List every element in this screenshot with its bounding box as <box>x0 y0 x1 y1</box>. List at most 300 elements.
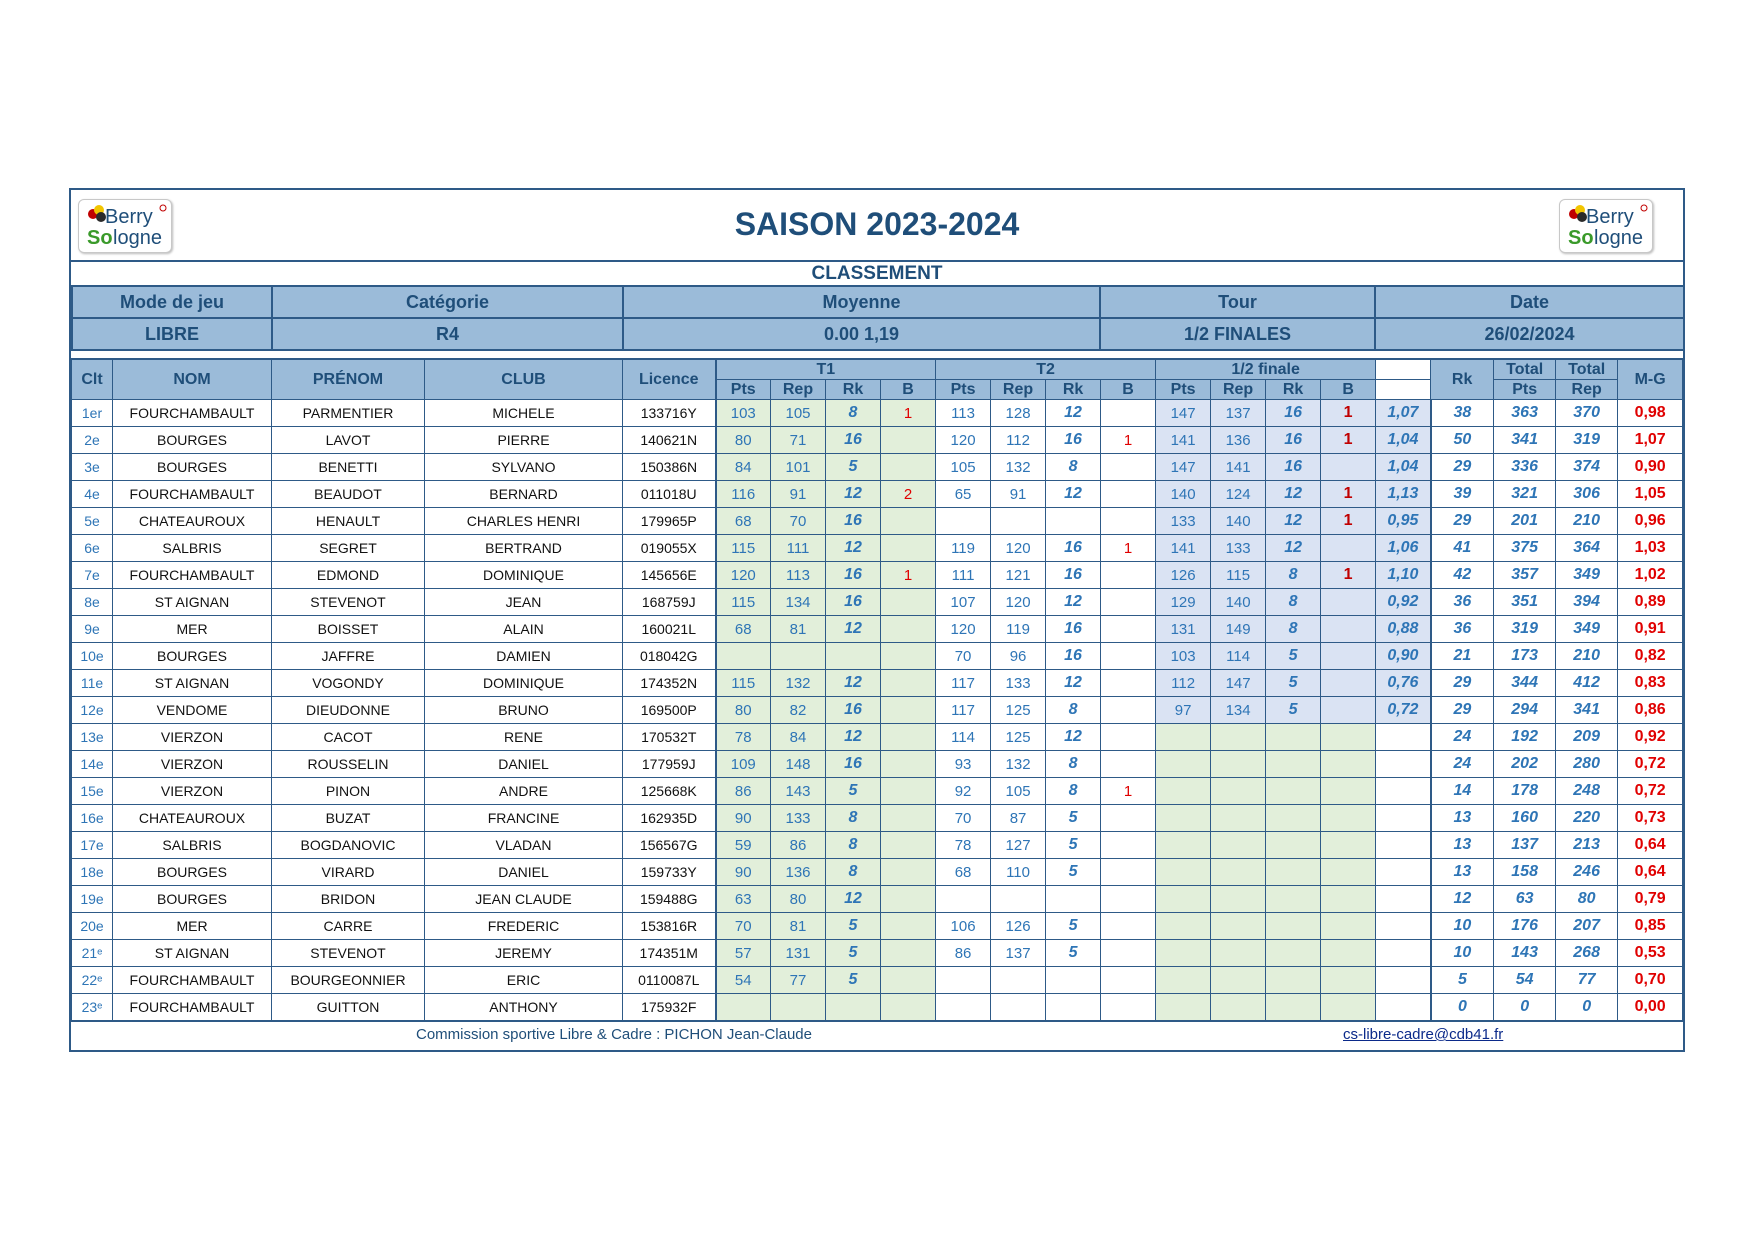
t2-pts-cell: 117 <box>936 697 991 724</box>
t3-pts-cell <box>1156 940 1211 967</box>
col-t1-b: B <box>881 380 936 400</box>
t3-pts-cell: 140 <box>1156 481 1211 508</box>
t2-pts-cell: 113 <box>936 400 991 427</box>
t1-b-cell <box>881 913 936 940</box>
prenom-cell: BRIDON <box>272 886 425 913</box>
t3-rk-cell <box>1266 967 1321 994</box>
t1-pts-cell: 70 <box>716 913 771 940</box>
t1-pts-cell: 109 <box>716 751 771 778</box>
total-pts-cell: 202 <box>1494 751 1556 778</box>
mg-cell: 0,72 <box>1618 751 1683 778</box>
t3-rep-cell <box>1211 832 1266 859</box>
t3-rk-cell <box>1266 859 1321 886</box>
t3-rep-cell: 147 <box>1211 670 1266 697</box>
licence-cell: 175932F <box>623 994 716 1021</box>
licence-cell: 159733Y <box>623 859 716 886</box>
total-pts-cell: 178 <box>1494 778 1556 805</box>
t2-b-cell <box>1101 886 1156 913</box>
moyenne-cell: 0,72 <box>1376 697 1431 724</box>
rank-cell: 4e <box>72 481 113 508</box>
t1-pts-cell <box>716 643 771 670</box>
t1-b-cell <box>881 508 936 535</box>
t2-rk-cell: 12 <box>1046 400 1101 427</box>
t2-rk-cell: 12 <box>1046 724 1101 751</box>
prenom-cell: CARRE <box>272 913 425 940</box>
col-total-pts: Pts <box>1494 380 1556 400</box>
page-title: SAISON 2023-2024 <box>734 206 1020 242</box>
t3-pts-cell <box>1156 886 1211 913</box>
t3-rep-cell: 133 <box>1211 535 1266 562</box>
rank-cell: 16e <box>72 805 113 832</box>
t2-pts-cell: 92 <box>936 778 991 805</box>
mg-cell: 0,79 <box>1618 886 1683 913</box>
nom-cell: SALBRIS <box>113 832 272 859</box>
prenom-cell: STEVENOT <box>272 940 425 967</box>
total-rep-cell: 80 <box>1556 886 1618 913</box>
t2-rep-cell <box>991 994 1046 1021</box>
t1-pts-cell: 57 <box>716 940 771 967</box>
t3-rep-cell: 149 <box>1211 616 1266 643</box>
rk-total-cell: 50 <box>1431 427 1494 454</box>
total-pts-cell: 0 <box>1494 994 1556 1021</box>
col-t3: 1/2 finale <box>1156 359 1376 380</box>
t1-pts-cell: 86 <box>716 778 771 805</box>
rank-cell: 15e <box>72 778 113 805</box>
t2-rk-cell: 8 <box>1046 751 1101 778</box>
total-rep-cell: 349 <box>1556 562 1618 589</box>
t2-pts-cell: 117 <box>936 670 991 697</box>
t2-rk-cell: 16 <box>1046 427 1101 454</box>
club-cell: BERTRAND <box>425 535 623 562</box>
total-rep-cell: 0 <box>1556 994 1618 1021</box>
t3-pts-cell: 141 <box>1156 535 1211 562</box>
t3-rk-cell: 5 <box>1266 643 1321 670</box>
licence-cell: 177959J <box>623 751 716 778</box>
table-row <box>72 616 1683 643</box>
t1-b-cell: 1 <box>881 562 936 589</box>
t1-rep-cell: 84 <box>771 724 826 751</box>
total-pts-cell: 192 <box>1494 724 1556 751</box>
t2-b-cell <box>1101 967 1156 994</box>
t1-pts-cell: 80 <box>716 697 771 724</box>
t3-rk-cell <box>1266 751 1321 778</box>
t2-rk-cell: 5 <box>1046 913 1101 940</box>
t1-b-cell <box>881 535 936 562</box>
total-rep-cell: 374 <box>1556 454 1618 481</box>
table-row <box>72 643 1683 670</box>
t2-pts-cell: 111 <box>936 562 991 589</box>
t3-rep-cell <box>1211 778 1266 805</box>
rk-total-cell: 13 <box>1431 859 1494 886</box>
nom-cell: FOURCHAMBAULT <box>113 967 272 994</box>
t1-rk-cell: 5 <box>826 940 881 967</box>
ranking-table <box>71 358 1683 1021</box>
prenom-cell: CACOT <box>272 724 425 751</box>
t2-pts-cell: 120 <box>936 616 991 643</box>
ranking-rows <box>72 400 1683 1021</box>
t1-rk-cell: 12 <box>826 886 881 913</box>
t1-pts-cell: 103 <box>716 400 771 427</box>
table-row <box>72 454 1683 481</box>
t1-rep-cell: 148 <box>771 751 826 778</box>
date-value: 26/02/2024 <box>1375 318 1684 350</box>
col-t2-b: B <box>1101 380 1156 400</box>
t2-rk-cell: 5 <box>1046 940 1101 967</box>
t2-rep-cell: 105 <box>991 778 1046 805</box>
t3-rep-cell: 141 <box>1211 454 1266 481</box>
total-rep-cell: 209 <box>1556 724 1618 751</box>
rank-cell: 11e <box>72 670 113 697</box>
t2-pts-cell: 78 <box>936 832 991 859</box>
total-rep-cell: 319 <box>1556 427 1618 454</box>
t1-rep-cell: 105 <box>771 400 826 427</box>
t1-b-cell <box>881 940 936 967</box>
t3-b-cell <box>1321 967 1376 994</box>
t3-rk-cell: 16 <box>1266 427 1321 454</box>
club-cell: BERNARD <box>425 481 623 508</box>
moyenne-cell <box>1376 751 1431 778</box>
t3-rk-cell <box>1266 805 1321 832</box>
t2-rep-cell: 110 <box>991 859 1046 886</box>
club-cell: BRUNO <box>425 697 623 724</box>
t1-rk-cell: 16 <box>826 562 881 589</box>
total-rep-cell: 220 <box>1556 805 1618 832</box>
total-rep-cell: 280 <box>1556 751 1618 778</box>
col-moy-blank <box>1376 359 1431 380</box>
total-rep-cell: 349 <box>1556 616 1618 643</box>
table-row <box>72 589 1683 616</box>
col-rk-total: Rk <box>1431 359 1494 400</box>
t3-pts-cell: 103 <box>1156 643 1211 670</box>
t1-pts-cell: 68 <box>716 616 771 643</box>
t1-rk-cell: 8 <box>826 400 881 427</box>
nom-cell: CHATEAUROUX <box>113 805 272 832</box>
licence-cell: 133716Y <box>623 400 716 427</box>
rank-cell: 20e <box>72 913 113 940</box>
t3-rep-cell <box>1211 940 1266 967</box>
t3-rep-cell <box>1211 724 1266 751</box>
total-pts-cell: 344 <box>1494 670 1556 697</box>
t3-pts-cell: 147 <box>1156 454 1211 481</box>
t3-b-cell: 1 <box>1321 427 1376 454</box>
t1-rk-cell: 5 <box>826 913 881 940</box>
table-row <box>72 778 1683 805</box>
footer-email-link[interactable]: cs-libre-cadre@cdb41.fr <box>1343 1026 1504 1043</box>
licence-cell: 169500P <box>623 697 716 724</box>
mg-cell: 0,00 <box>1618 994 1683 1021</box>
rk-total-cell: 12 <box>1431 886 1494 913</box>
t1-rk-cell: 5 <box>826 454 881 481</box>
col-t3-rep: Rep <box>1211 380 1266 400</box>
moyenne-label: Moyenne <box>623 286 1100 318</box>
rank-cell: 12e <box>72 697 113 724</box>
rk-total-cell: 29 <box>1431 670 1494 697</box>
t3-pts-cell: 126 <box>1156 562 1211 589</box>
t1-pts-cell: 116 <box>716 481 771 508</box>
t3-b-cell <box>1321 670 1376 697</box>
licence-cell: 174352N <box>623 670 716 697</box>
t1-b-cell <box>881 454 936 481</box>
t1-pts-cell: 115 <box>716 535 771 562</box>
moyenne-cell: 0,92 <box>1376 589 1431 616</box>
t1-rep-cell: 111 <box>771 535 826 562</box>
t3-rk-cell: 16 <box>1266 400 1321 427</box>
t3-pts-cell <box>1156 805 1211 832</box>
total-rep-cell: 77 <box>1556 967 1618 994</box>
total-rep-cell: 394 <box>1556 589 1618 616</box>
rank-cell: 13e <box>72 724 113 751</box>
licence-cell: 168759J <box>623 589 716 616</box>
total-rep-cell: 210 <box>1556 508 1618 535</box>
col-club: CLUB <box>425 359 623 400</box>
t1-b-cell <box>881 805 936 832</box>
t2-pts-cell <box>936 508 991 535</box>
moyenne-cell <box>1376 832 1431 859</box>
t2-rep-cell <box>991 508 1046 535</box>
t2-pts-cell: 70 <box>936 805 991 832</box>
col-t2-pts: Pts <box>936 380 991 400</box>
t2-b-cell: 1 <box>1101 535 1156 562</box>
club-cell: DANIEL <box>425 751 623 778</box>
total-pts-cell: 160 <box>1494 805 1556 832</box>
t2-pts-cell: 70 <box>936 643 991 670</box>
t3-b-cell <box>1321 859 1376 886</box>
t2-pts-cell: 68 <box>936 859 991 886</box>
total-pts-cell: 341 <box>1494 427 1556 454</box>
t2-rk-cell: 8 <box>1046 778 1101 805</box>
t2-b-cell <box>1101 400 1156 427</box>
t3-b-cell <box>1321 454 1376 481</box>
t1-rep-cell: 133 <box>771 805 826 832</box>
t3-rep-cell: 115 <box>1211 562 1266 589</box>
t3-b-cell <box>1321 616 1376 643</box>
t3-b-cell <box>1321 643 1376 670</box>
rk-total-cell: 10 <box>1431 913 1494 940</box>
rank-cell: 14e <box>72 751 113 778</box>
table-row <box>72 481 1683 508</box>
t3-b-cell <box>1321 589 1376 616</box>
moyenne-cell <box>1376 724 1431 751</box>
t3-pts-cell <box>1156 913 1211 940</box>
rk-total-cell: 24 <box>1431 751 1494 778</box>
t3-rk-cell <box>1266 940 1321 967</box>
col-t2-rep: Rep <box>991 380 1046 400</box>
t1-b-cell <box>881 697 936 724</box>
col-mg: M-G <box>1618 359 1683 400</box>
total-pts-cell: 143 <box>1494 940 1556 967</box>
rank-cell: 1er <box>72 400 113 427</box>
mg-cell: 0,64 <box>1618 859 1683 886</box>
moyenne-cell: 1,10 <box>1376 562 1431 589</box>
t1-rk-cell: 16 <box>826 508 881 535</box>
table-row <box>72 967 1683 994</box>
svg-text:So: So <box>1568 227 1594 249</box>
moyenne-cell: 1,07 <box>1376 400 1431 427</box>
total-pts-cell: 158 <box>1494 859 1556 886</box>
col-prenom: PRÉNOM <box>272 359 425 400</box>
t2-b-cell <box>1101 832 1156 859</box>
licence-cell: 150386N <box>623 454 716 481</box>
club-cell: FRANCINE <box>425 805 623 832</box>
t2-rk-cell: 16 <box>1046 616 1101 643</box>
t2-b-cell <box>1101 940 1156 967</box>
t1-b-cell: 2 <box>881 481 936 508</box>
t1-b-cell <box>881 967 936 994</box>
t2-rk-cell <box>1046 886 1101 913</box>
table-row <box>72 859 1683 886</box>
t2-b-cell <box>1101 616 1156 643</box>
t1-pts-cell: 115 <box>716 670 771 697</box>
t1-rep-cell <box>771 643 826 670</box>
t3-b-cell <box>1321 832 1376 859</box>
t1-pts-cell: 115 <box>716 589 771 616</box>
t3-rep-cell: 140 <box>1211 589 1266 616</box>
t1-b-cell <box>881 427 936 454</box>
t3-b-cell <box>1321 535 1376 562</box>
t1-b-cell <box>881 670 936 697</box>
rank-cell: 10e <box>72 643 113 670</box>
club-cell: JEAN <box>425 589 623 616</box>
t1-rk-cell: 16 <box>826 427 881 454</box>
t2-rep-cell: 133 <box>991 670 1046 697</box>
t2-b-cell <box>1101 724 1156 751</box>
col-t2: T2 <box>936 359 1156 380</box>
t1-rk-cell <box>826 643 881 670</box>
col-t1: T1 <box>716 359 936 380</box>
table-row <box>72 994 1683 1021</box>
t3-rk-cell: 16 <box>1266 454 1321 481</box>
t3-rep-cell: 114 <box>1211 643 1266 670</box>
t2-rep-cell: 127 <box>991 832 1046 859</box>
t2-pts-cell: 86 <box>936 940 991 967</box>
nom-cell: ST AIGNAN <box>113 940 272 967</box>
t1-b-cell <box>881 616 936 643</box>
t2-rep-cell: 119 <box>991 616 1046 643</box>
mg-cell: 0,82 <box>1618 643 1683 670</box>
prenom-cell: PINON <box>272 778 425 805</box>
t3-pts-cell <box>1156 751 1211 778</box>
total-rep-cell: 341 <box>1556 697 1618 724</box>
table-row <box>72 832 1683 859</box>
mg-cell: 0,85 <box>1618 913 1683 940</box>
rk-total-cell: 36 <box>1431 616 1494 643</box>
t2-rep-cell: 125 <box>991 697 1046 724</box>
rk-total-cell: 29 <box>1431 508 1494 535</box>
moyenne-cell <box>1376 886 1431 913</box>
t1-b-cell <box>881 886 936 913</box>
t1-pts-cell <box>716 994 771 1021</box>
rk-total-cell: 41 <box>1431 535 1494 562</box>
t1-rep-cell: 80 <box>771 886 826 913</box>
total-pts-cell: 176 <box>1494 913 1556 940</box>
t3-rk-cell: 8 <box>1266 589 1321 616</box>
t1-rk-cell: 16 <box>826 697 881 724</box>
prenom-cell: LAVOT <box>272 427 425 454</box>
t2-rk-cell: 5 <box>1046 805 1101 832</box>
total-pts-cell: 63 <box>1494 886 1556 913</box>
t1-rep-cell: 143 <box>771 778 826 805</box>
t3-pts-cell: 129 <box>1156 589 1211 616</box>
t3-b-cell <box>1321 724 1376 751</box>
t1-rk-cell: 8 <box>826 805 881 832</box>
t3-b-cell <box>1321 913 1376 940</box>
t2-pts-cell <box>936 886 991 913</box>
nom-cell: ST AIGNAN <box>113 589 272 616</box>
licence-cell: 019055X <box>623 535 716 562</box>
svg-text:Berry: Berry <box>1586 206 1634 228</box>
nom-cell: MER <box>113 616 272 643</box>
club-cell: SYLVANO <box>425 454 623 481</box>
t1-pts-cell: 90 <box>716 805 771 832</box>
t3-pts-cell: 112 <box>1156 670 1211 697</box>
nom-cell: VIERZON <box>113 778 272 805</box>
prenom-cell: SEGRET <box>272 535 425 562</box>
categorie-value: R4 <box>272 318 623 350</box>
t2-b-cell <box>1101 994 1156 1021</box>
t2-rep-cell <box>991 967 1046 994</box>
rk-total-cell: 38 <box>1431 400 1494 427</box>
nom-cell: FOURCHAMBAULT <box>113 562 272 589</box>
rank-cell: 9e <box>72 616 113 643</box>
club-cell: JEAN CLAUDE <box>425 886 623 913</box>
t3-rep-cell <box>1211 967 1266 994</box>
club-cell: MICHELE <box>425 400 623 427</box>
nom-cell: BOURGES <box>113 427 272 454</box>
t1-rep-cell: 81 <box>771 616 826 643</box>
rk-total-cell: 24 <box>1431 724 1494 751</box>
t2-b-cell <box>1101 805 1156 832</box>
prenom-cell: BENETTI <box>272 454 425 481</box>
licence-cell: 145656E <box>623 562 716 589</box>
moyenne-cell <box>1376 967 1431 994</box>
prenom-cell: BOISSET <box>272 616 425 643</box>
t2-rk-cell: 16 <box>1046 562 1101 589</box>
t2-b-cell <box>1101 859 1156 886</box>
t1-rk-cell: 12 <box>826 724 881 751</box>
t1-rep-cell: 91 <box>771 481 826 508</box>
t1-rk-cell: 12 <box>826 670 881 697</box>
t3-rk-cell: 5 <box>1266 697 1321 724</box>
rk-total-cell: 5 <box>1431 967 1494 994</box>
t2-pts-cell: 119 <box>936 535 991 562</box>
rank-cell: 19e <box>72 886 113 913</box>
licence-cell: 179965P <box>623 508 716 535</box>
t1-rep-cell: 70 <box>771 508 826 535</box>
t2-rk-cell <box>1046 994 1101 1021</box>
t1-rk-cell <box>826 994 881 1021</box>
mg-cell: 1,07 <box>1618 427 1683 454</box>
subtitle-classement: CLASSEMENT <box>811 263 943 284</box>
t2-rk-cell: 12 <box>1046 481 1101 508</box>
prenom-cell: GUITTON <box>272 994 425 1021</box>
t1-rk-cell: 16 <box>826 589 881 616</box>
moyenne-cell <box>1376 940 1431 967</box>
table-row <box>72 805 1683 832</box>
mg-cell: 1,02 <box>1618 562 1683 589</box>
nom-cell: FOURCHAMBAULT <box>113 400 272 427</box>
t3-b-cell <box>1321 805 1376 832</box>
moyenne-cell: 0,95 <box>1376 508 1431 535</box>
t3-b-cell: 1 <box>1321 562 1376 589</box>
total-pts-cell: 201 <box>1494 508 1556 535</box>
licence-cell: 156567G <box>623 832 716 859</box>
t3-rep-cell: 124 <box>1211 481 1266 508</box>
t1-pts-cell: 54 <box>716 967 771 994</box>
t2-b-cell: 1 <box>1101 427 1156 454</box>
footer <box>71 1020 1683 1050</box>
total-pts-cell: 321 <box>1494 481 1556 508</box>
club-cell: DOMINIQUE <box>425 562 623 589</box>
